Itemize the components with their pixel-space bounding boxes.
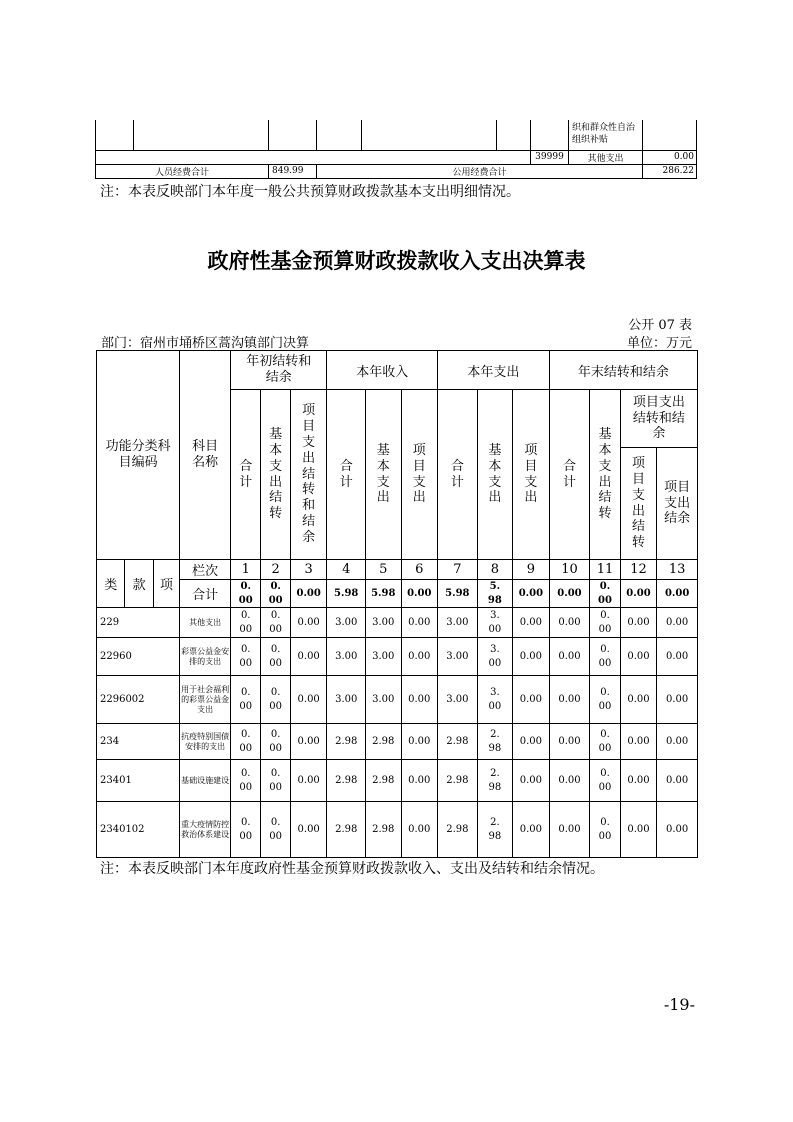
table-row — [97, 676, 698, 724]
row-cell: 3.00 — [366, 638, 402, 676]
previous-table-tail — [95, 120, 697, 179]
row-cell: 0.00 — [549, 760, 590, 802]
table-row — [97, 638, 698, 676]
row-cell: 0.00 — [549, 676, 590, 724]
end-project-balance-header: 项目支出结余 — [657, 448, 698, 560]
row-code: 234 — [97, 724, 180, 760]
row-name: 其他支出 — [569, 150, 643, 164]
row-cell: 2.98 — [438, 802, 478, 858]
total-cell: 0.00 — [657, 580, 698, 608]
note-top: 注：本表反映部门本年度一般公共预算财政拨款基本支出明细情况。 — [100, 184, 520, 200]
row-code: 229 — [97, 608, 180, 638]
note-bottom: 注：本表反映部门本年度政府性基金预算财政拨款收入、支出及结转和结余情况。 — [100, 861, 604, 877]
row-cell: 0.00 — [590, 638, 620, 676]
subject-name-header: 科目名称 — [180, 351, 231, 560]
col-number: 2 — [261, 560, 290, 580]
row-cell: 0.00 — [261, 638, 290, 676]
row-cell: 0.00 — [590, 676, 620, 724]
row-cell: 2.98 — [327, 802, 366, 858]
col-number: 4 — [327, 560, 366, 580]
row-cell: 0.00 — [261, 802, 290, 858]
personnel-total-label: 人员经费合计 — [96, 164, 269, 178]
page-number: -19- — [663, 995, 695, 1014]
row-cell: 0.00 — [261, 724, 290, 760]
begin-basic-carry-header: 基本支出结转 — [261, 390, 290, 560]
row-code: 2340102 — [97, 802, 180, 858]
row-cell: 3.00 — [438, 608, 478, 638]
end-balance-header: 年末结转和结余 — [549, 351, 697, 390]
row-cell: 0.00 — [290, 802, 327, 858]
row-cell: 2.98 — [438, 724, 478, 760]
col-number: 9 — [513, 560, 550, 580]
total-row — [97, 580, 698, 608]
row-cell: 2.98 — [477, 802, 513, 858]
row-cell: 2.98 — [366, 760, 402, 802]
column-number-row — [97, 560, 698, 580]
col-number: 13 — [657, 560, 698, 580]
col-number: 1 — [231, 560, 261, 580]
total-cell: 0.00 — [549, 580, 590, 608]
row-number-label: 栏次 — [180, 560, 231, 580]
row-cell: 0.00 — [513, 638, 550, 676]
row-cell: 3.00 — [327, 608, 366, 638]
row-name: 基础设施建设 — [180, 760, 231, 802]
row-cell: 0.00 — [290, 638, 327, 676]
begin-total-header: 合计 — [231, 390, 261, 560]
income-project-header: 项目支出 — [401, 390, 438, 560]
row-cell: 0.00 — [261, 760, 290, 802]
row-cell: 0.00 — [590, 760, 620, 802]
row-cell: 2.98 — [327, 760, 366, 802]
row-cell: 0.00 — [590, 802, 620, 858]
row-cell: 0.00 — [657, 760, 698, 802]
col-number: 7 — [438, 560, 478, 580]
row-cell: 0.00 — [657, 802, 698, 858]
row-cell: 3.00 — [366, 608, 402, 638]
row-cell: 0.00 — [657, 676, 698, 724]
row-cell: 0.00 — [620, 724, 657, 760]
col-number: 10 — [549, 560, 590, 580]
row-cell: 2.98 — [366, 724, 402, 760]
total-label: 合计 — [180, 580, 231, 608]
income-basic-header: 基本支出 — [366, 390, 402, 560]
col-number: 3 — [290, 560, 327, 580]
end-project-group-header: 项目支出结转和结余 — [620, 390, 697, 448]
row-cell: 0.00 — [231, 676, 261, 724]
row-cell: 0.00 — [290, 608, 327, 638]
total-cell: 0.00 — [290, 580, 327, 608]
lei-header: 类 — [97, 560, 125, 608]
row-code: 39999 — [531, 150, 569, 164]
total-cell: 0.00 — [620, 580, 657, 608]
public-total-label: 公用经费合计 — [317, 164, 643, 178]
total-cell: 0.00 — [261, 580, 290, 608]
table-row — [97, 608, 698, 638]
total-cell: 5.98 — [366, 580, 402, 608]
row-cell: 0.00 — [290, 676, 327, 724]
personnel-total-value: 849.99 — [269, 164, 317, 178]
row-cell: 2.98 — [327, 724, 366, 760]
row-cell: 0.00 — [513, 760, 550, 802]
row-cell: 0.00 — [620, 638, 657, 676]
row-cell: 0.00 — [231, 638, 261, 676]
row-cell: 0.00 — [401, 608, 438, 638]
header-row — [97, 351, 698, 390]
total-cell: 0.00 — [513, 580, 550, 608]
row-cell: 0.00 — [290, 724, 327, 760]
row-cell: 0.00 — [620, 760, 657, 802]
row-cell: 0.00 — [657, 608, 698, 638]
row-cell: 0.00 — [657, 724, 698, 760]
row-cell: 3.00 — [438, 638, 478, 676]
expense-total-header: 合计 — [438, 390, 478, 560]
row-cell: 3.00 — [438, 676, 478, 724]
row-name: 重大疫情防控救治体系建设 — [180, 802, 231, 858]
total-cell: 0.00 — [401, 580, 438, 608]
row-cell: 2.98 — [477, 760, 513, 802]
form-number: 公开 07 表 — [628, 318, 692, 333]
row-cell: 0.00 — [231, 802, 261, 858]
row-code: 23401 — [97, 760, 180, 802]
row-cell: 0.00 — [513, 676, 550, 724]
row-cell: 0.00 — [401, 724, 438, 760]
row-cell: 0.00 — [549, 638, 590, 676]
expense-basic-header: 基本支出 — [477, 390, 513, 560]
row-cell: 0.00 — [657, 638, 698, 676]
table-row — [96, 120, 697, 150]
row-cell: 0.00 — [513, 724, 550, 760]
table-row — [97, 802, 698, 858]
row-code: 2296002 — [97, 676, 180, 724]
row-cell: 0.00 — [549, 724, 590, 760]
row-cell: 0.00 — [290, 760, 327, 802]
end-total-header: 合计 — [549, 390, 590, 560]
begin-project-carry-header: 项目支出结转和结余 — [290, 390, 327, 560]
row-cell: 3.00 — [477, 638, 513, 676]
row-cell: 3.00 — [327, 638, 366, 676]
row-cell: 0.00 — [620, 608, 657, 638]
row-cell: 0.00 — [231, 608, 261, 638]
table-row — [97, 724, 698, 760]
total-cell: 5.98 — [477, 580, 513, 608]
income-total-header: 合计 — [327, 390, 366, 560]
row-cell: 0.00 — [401, 802, 438, 858]
row-name: 织和群众性自治组织补贴 — [569, 120, 643, 150]
row-name: 用于社会福利的彩票公益金支出 — [180, 676, 231, 724]
table-row — [96, 150, 697, 164]
total-cell: 0.00 — [590, 580, 620, 608]
row-cell: 0.00 — [590, 608, 620, 638]
row-cell: 2.98 — [438, 760, 478, 802]
col-number: 6 — [401, 560, 438, 580]
row-cell: 0.00 — [401, 760, 438, 802]
row-name: 抗疫特别国债安排的支出 — [180, 724, 231, 760]
row-cell: 0.00 — [401, 676, 438, 724]
expense-project-header: 项目支出 — [513, 390, 550, 560]
row-cell: 2.98 — [477, 724, 513, 760]
row-cell: 3.00 — [477, 676, 513, 724]
end-project-carry-header: 项目支出结转 — [620, 448, 657, 560]
total-cell: 0.00 — [231, 580, 261, 608]
end-basic-carry-header: 基本支出结转 — [590, 390, 620, 560]
row-cell: 0.00 — [590, 724, 620, 760]
row-cell: 0.00 — [261, 608, 290, 638]
row-name: 其他支出 — [180, 608, 231, 638]
unit-label: 单位：万元 — [626, 336, 692, 351]
col-number: 11 — [590, 560, 620, 580]
func-code-header: 功能分类科目编码 — [97, 351, 180, 560]
total-cell: 5.98 — [438, 580, 478, 608]
row-cell: 3.00 — [366, 676, 402, 724]
row-cell: 0.00 — [401, 638, 438, 676]
page-title: 政府性基金预算财政拨款收入支出决算表 — [207, 249, 586, 273]
row-cell: 0.00 — [549, 802, 590, 858]
public-total-value: 286.22 — [643, 164, 697, 178]
row-cell: 0.00 — [620, 802, 657, 858]
row-cell: 0.00 — [620, 676, 657, 724]
row-cell: 0.00 — [513, 608, 550, 638]
col-number: 12 — [620, 560, 657, 580]
fund-budget-table — [96, 350, 698, 858]
begin-balance-header: 年初结转和结余 — [231, 351, 327, 390]
row-name: 彩票公益金安排的支出 — [180, 638, 231, 676]
col-number: 5 — [366, 560, 402, 580]
row-cell: 0.00 — [549, 608, 590, 638]
row-cell: 2.98 — [366, 802, 402, 858]
row-cell: 3.00 — [327, 676, 366, 724]
kuan-header: 款 — [125, 560, 153, 608]
row-cell: 0.00 — [231, 760, 261, 802]
table-row — [97, 760, 698, 802]
row-cell: 0.00 — [231, 724, 261, 760]
col-number: 8 — [477, 560, 513, 580]
row-value: 0.00 — [643, 150, 697, 164]
row-cell: 0.00 — [513, 802, 550, 858]
table-row — [96, 164, 697, 178]
row-cell: 3.00 — [477, 608, 513, 638]
total-cell: 5.98 — [327, 580, 366, 608]
department-label: 部门：宿州市埇桥区蒿沟镇部门决算 — [101, 336, 310, 351]
expense-header: 本年支出 — [438, 351, 550, 390]
row-code: 22960 — [97, 638, 180, 676]
income-header: 本年收入 — [327, 351, 438, 390]
row-cell: 0.00 — [261, 676, 290, 724]
xiang-header: 项 — [153, 560, 179, 608]
